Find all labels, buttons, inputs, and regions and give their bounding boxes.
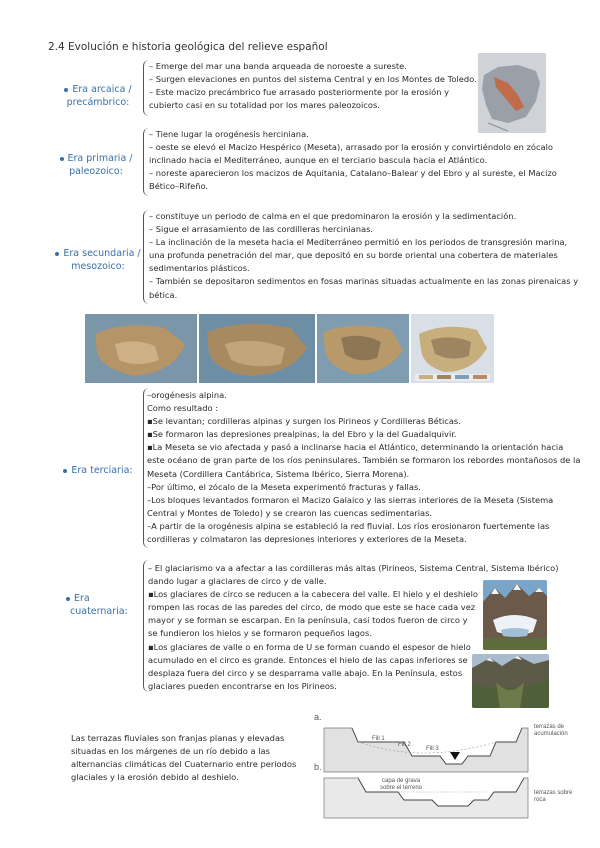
era-arcaica-label-line: precámbrico: (66, 97, 130, 108)
cirque-glacier-photo (483, 580, 547, 650)
era-primaria-label-line: paleozoico: (69, 166, 123, 177)
text-line: – Sigue el arrasamiento de las cordilleras hercinianas. (149, 224, 374, 235)
river-terrace-diagram (312, 712, 582, 822)
sketch-line: sobre el terreno (380, 785, 423, 791)
terraces-paragraph (71, 732, 296, 784)
text-line: Las terrazas fluviales son franjas planas y elevadas (71, 733, 285, 743)
text-line: –Por último, el zócalo de la Meseta experimentó fracturas y fallas. (147, 481, 421, 492)
era-terciaria-label (55, 464, 141, 477)
page-title: 2.4 Evolución e historia geológica del relieve español (48, 41, 328, 53)
fill-2-label: Fill 2 (398, 742, 411, 748)
text-line: se fundieron los hielos y se formaron pequeños lagos. (148, 628, 372, 639)
text-line: Como resultado : (147, 403, 218, 414)
text-line: cordilleras y colmataron las depresiones interiores y exteriores de la Meseta. (147, 534, 467, 545)
text-line: dando lugar a glaciares de circo y de valle. (148, 576, 327, 587)
text-line: – El glaciarismo va a afectar a las cordilleras más altas (Pirineos, Sistema Central, Sistema Ibérico) (148, 563, 559, 573)
fill-3-label: Fill 3 (426, 746, 439, 752)
text-line: – Tiene lugar la orogénesis herciniana. (149, 129, 309, 139)
era-secundaria-text (149, 210, 578, 302)
sketch-line: capa de grava (382, 778, 421, 784)
sketch-line: terrazas sobre (534, 790, 573, 796)
text-line: alternancias climáticas del Cuaternario entre periodos (71, 759, 297, 770)
geological-maps-strip (85, 314, 494, 383)
era-primaria-label (50, 152, 142, 178)
era-cuaternaria-label (66, 592, 136, 618)
era-arcaica-text (149, 60, 477, 112)
bullet-icon (55, 252, 59, 256)
sketch-line: terrazas de (534, 724, 565, 730)
era-terciaria-text (147, 389, 580, 546)
text-line: ▪Los glaciares de valle o en forma de U se forman cuando el espesor de hielo (148, 641, 471, 652)
capa-grava-label (380, 778, 422, 792)
text-line: –orogénesis alpina. (147, 390, 227, 400)
text-line: – Este macizo precámbrico fue arrasado posteriormente por la erosión y (149, 87, 450, 98)
text-line: ▪Se levantan; cordilleras alpinas y surgen los Pirineos y Cordilleras Béticas. (147, 416, 461, 427)
diagram-label-b: b. (314, 762, 322, 772)
era-secundaria-label-line: Era secundaria / (63, 248, 141, 259)
bullet-icon (60, 157, 64, 161)
geological-maps-image (85, 314, 494, 383)
terrazas-roca-label (534, 790, 572, 804)
text-line: Bético–Rifeño. (149, 181, 209, 192)
text-line: rompen las rocas de las paredes del circo, de modo que este se hace cada vez (148, 602, 476, 613)
text-line: inclinado hacia el Mediterráneo, aunque en el terciario bascula hacia el Atlántico. (149, 155, 488, 166)
text-line: –A partir de la orogénesis alpina se estableció la red fluvial. Los ríos erosionaron fuertemente las (147, 520, 550, 531)
diagram-label-a: a. (314, 712, 322, 722)
era-secundaria-label-line: mesozoico: (71, 261, 125, 272)
text-line: ▪La Meseta se vio afectada y pasó a inclinarse hacia el Atlántico, determinando la orientación hacia (147, 442, 564, 453)
sketch-line: acumulación (534, 731, 568, 737)
text-line: glaciares pueden encontrarse en los Pirineos. (148, 680, 337, 691)
era-terciaria-label-line: Era terciaria: (71, 465, 133, 476)
era-arcaica-label (58, 83, 138, 109)
precambrian-map-image (478, 53, 546, 133)
text-line: – También se depositaron sedimentos en fosas marinas situadas actualmente en las zonas pirenaicas y (149, 276, 579, 287)
text-line: mayor y se forman se escarpan. En la península, casi todos fueron de circo y (148, 615, 468, 626)
sketch-line: roca (534, 797, 546, 803)
text-line: este océano de gran parte de los ríos peninsulares. También se formaron los rebordes montañosos de la (147, 455, 581, 466)
bullet-icon (66, 597, 70, 601)
era-arcaica-label-line: Era arcaica / (72, 84, 132, 95)
text-line: – constituye un periodo de calma en el que predominaron la erosión y la sedimentación. (149, 211, 517, 221)
text-line: una profunda penetración del mar, que depositó en su borde oriental una cobertera de materiales (149, 250, 558, 261)
text-line: bética. (149, 289, 178, 300)
text-line: – oeste se elevó el Macizo Hespérico (Meseta), arrasado por la erosión y convirtiéndolo en zócalo (149, 142, 553, 153)
text-line: – noreste aparecieron los macizos de Aquitania, Catalano–Balear y del Ebro y al sureste, el Macizo (149, 168, 557, 179)
text-line: cubierto casi en su totalidad por los mares paleozoicos. (149, 100, 380, 111)
text-line: sedimentarios plásticos. (149, 263, 250, 274)
text-line: Meseta (Cordillera Cantábrica, Sistema Ibérico, Sierra Morena). (147, 468, 410, 479)
text-line: – Emerge del mar una banda arqueada de noroeste a sureste. (149, 61, 407, 71)
valley-glacier-photo (472, 654, 549, 708)
text-line: ▪Los glaciares de circo se reducen a la cabecera del valle. El hielo y el deshielo (148, 589, 478, 600)
text-line: situadas en los márgenes de un río debido a las (71, 746, 270, 757)
bullet-icon (64, 88, 68, 92)
era-cuaternaria-label-line: Era (74, 593, 90, 604)
era-primaria-label-line: Era primaria / (67, 153, 133, 164)
era-cuaternaria-label-line: cuaternaria: (70, 606, 128, 617)
era-secundaria-label (48, 247, 148, 273)
era-primaria-text (149, 128, 557, 193)
text-line: – La inclinación de la meseta hacia el Mediterráneo permitió en los periodos de transgresión marina, (149, 237, 568, 248)
bullet-icon (63, 469, 67, 473)
text-line: – Surgen elevaciones en puntos del sistema Central y en los Montes de Toledo. (149, 74, 477, 85)
text-line: –Los bloques levantados formaron el Macizo Galaico y las sierras interiores de la Meseta (Sistema (147, 494, 554, 505)
text-line: glaciales y la erosión debido al deshielo. (71, 772, 239, 783)
text-line: acumulado en el circo es grande. Entonces el hielo de las capas inferiores se (148, 654, 468, 665)
text-line: ▪Se formaron las depresiones prealpinas, la del Ebro y la del Guadalquivir. (147, 429, 457, 440)
text-line: desplaza fuera del circo y se desparrama valle abajo. En la Península, estos (148, 667, 463, 678)
text-line: Central y Montes de Toledo) y se crearon las cuencas sedimentarias. (147, 507, 433, 518)
terrazas-acumulacion-label (534, 724, 568, 738)
fill-1-label: Fill 1 (372, 736, 385, 742)
